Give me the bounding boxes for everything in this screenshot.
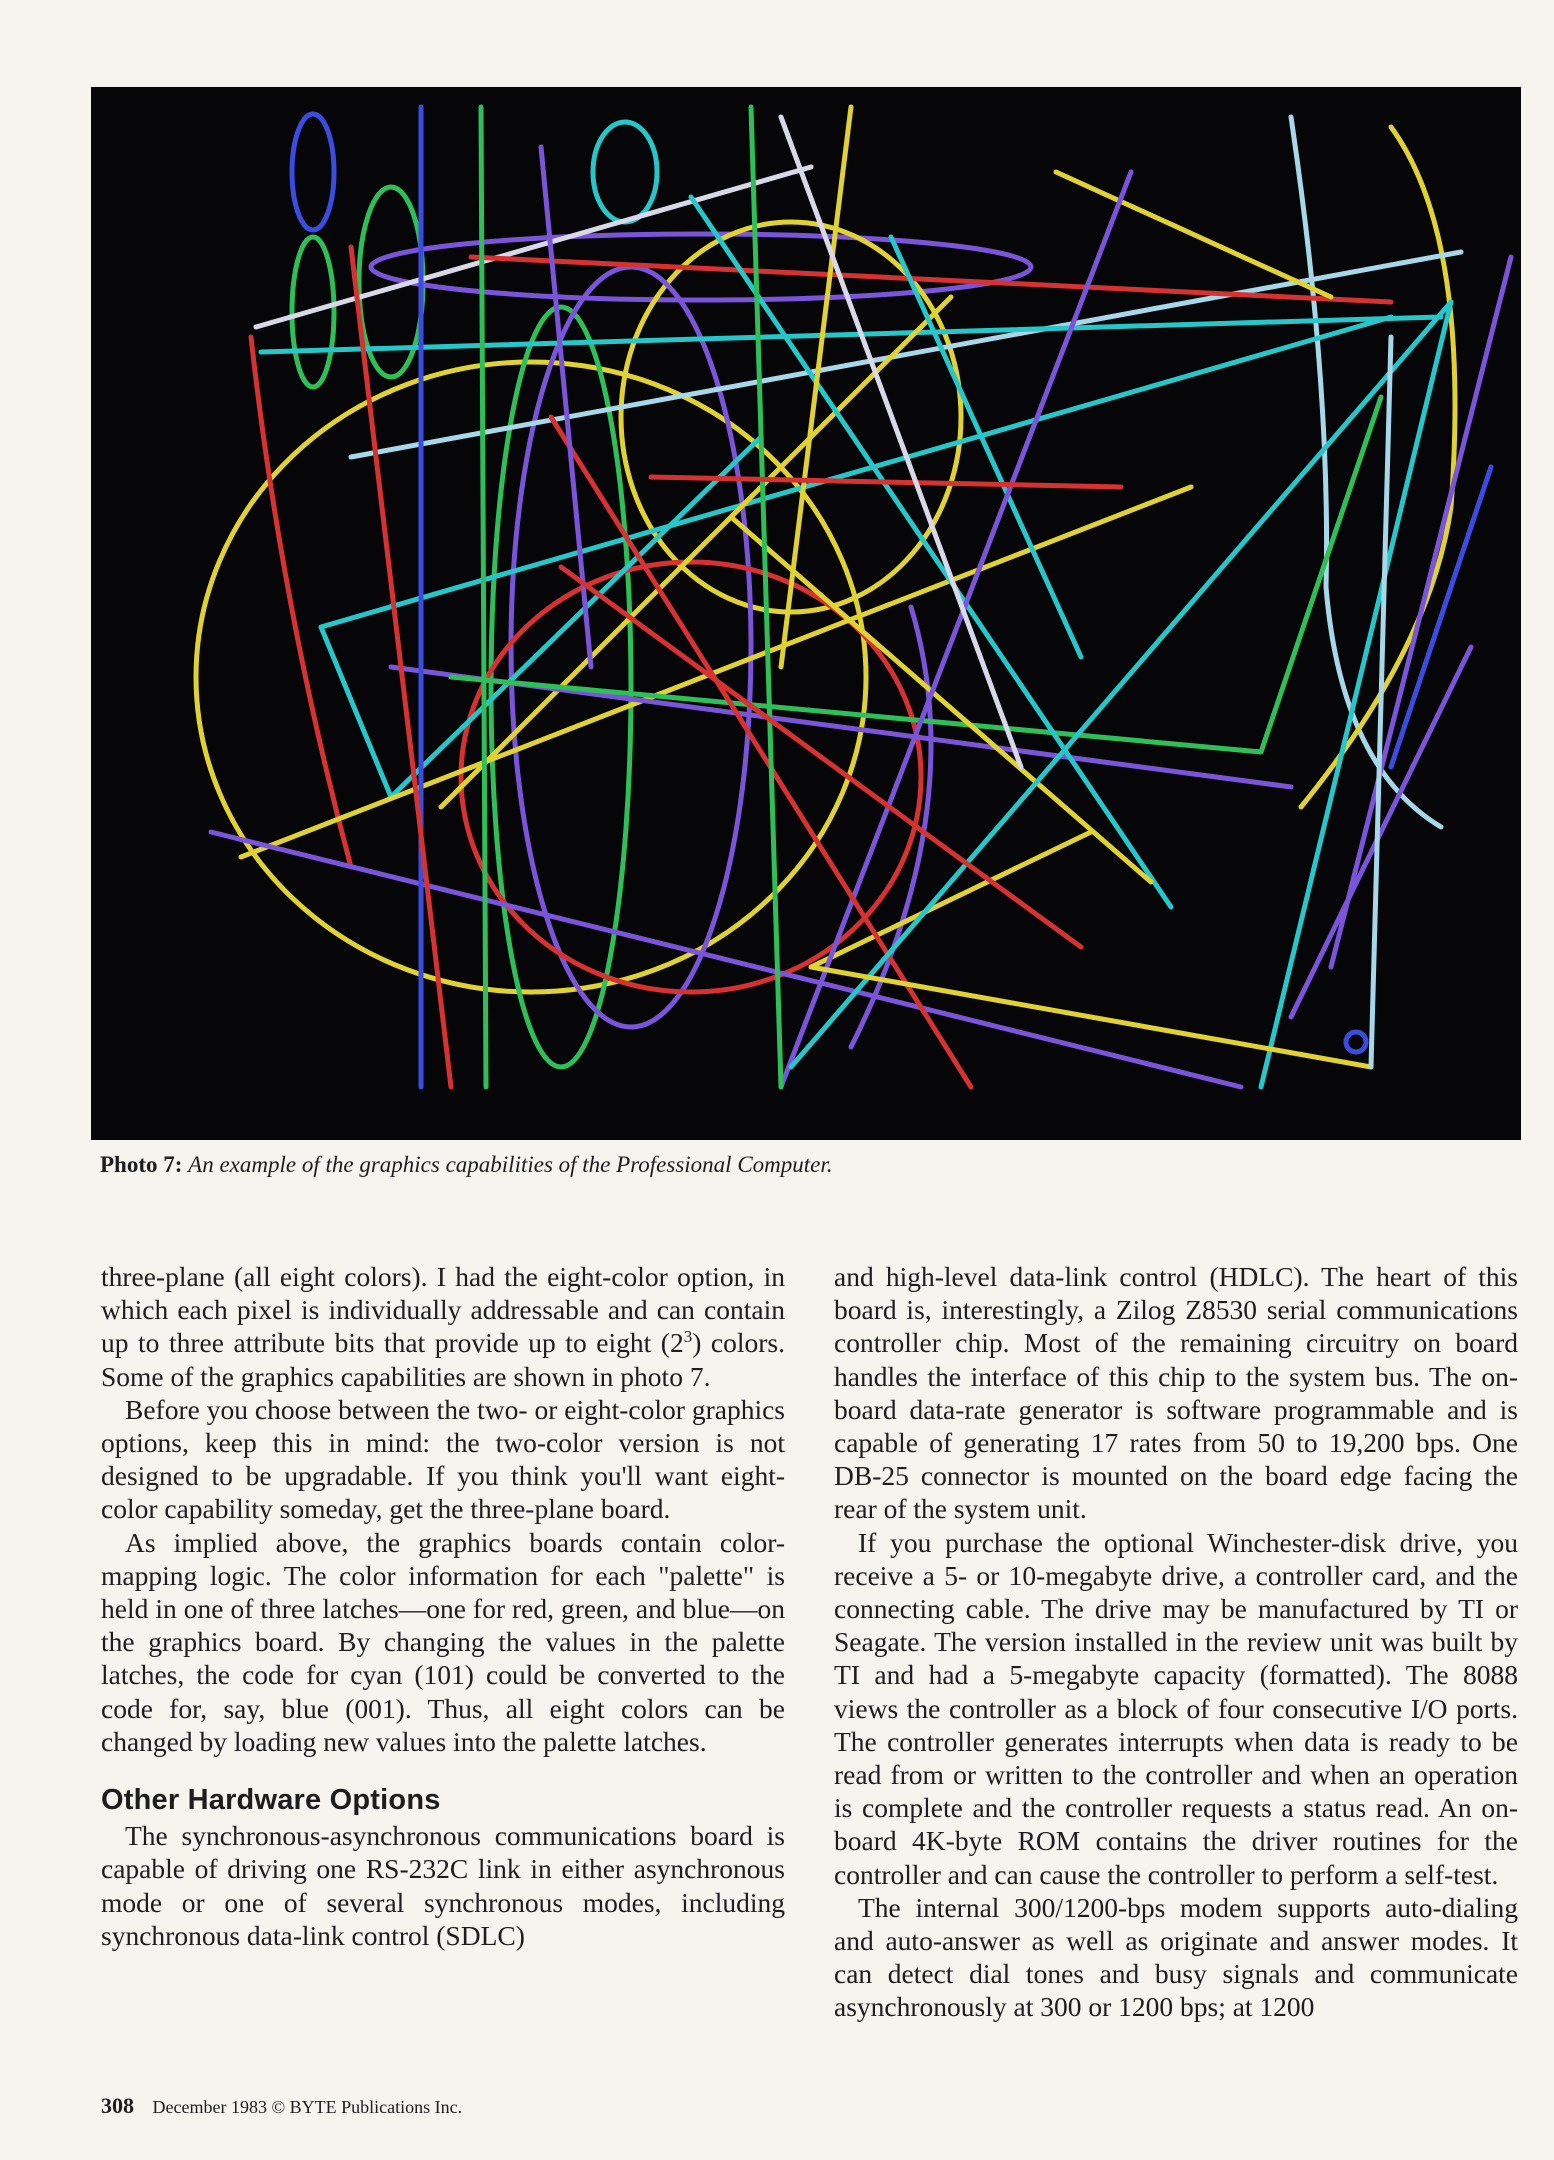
footer-text: December 1983 © BYTE Publications Inc. [152,2097,463,2117]
right-column [834,1260,1518,2024]
green-vertical-line-2 [751,107,781,1087]
graphics-photo [91,87,1521,1140]
right-paragraph-1: and high-level data-link control (HDLC). The heart of this board is, interestingly, a Zilog Z8530 serial communications controller chip. Most of the remaining circuitry on board handles the interface of this chip to the system bus. The on-board data-rate generator is software programmable and is capable of generating 17 rates from 50 to 19,200 bps. One DB-25 connector is mounted on the board edge facing the rear of the system unit. [834,1261,1518,1525]
yellow-top-line [1056,172,1331,297]
right-paragraph-3: The internal 300/1200-bps modem supports auto-dialing and auto-answer as well as originate and answer modes. It can detect dial tones and busy signals and communicate asynchronously at 300 or 1200 bps; at 1200 [834,1891,1518,2023]
page-footer [101,2093,462,2119]
cyan-long-line [261,317,1441,352]
red-cross-line [561,567,1081,947]
purple-fan-line [781,172,1131,1087]
cyan-top-ellipse [593,122,657,222]
blue-dot-circle [1346,1032,1366,1052]
green-vertical-line [481,107,486,1087]
yellow-large-circle [196,362,866,992]
exponent: 3 [683,1327,693,1347]
green-mid-line [451,677,1261,752]
page-number: 308 [101,2093,134,2118]
section-heading: Other Hardware Options [101,1784,441,1817]
caption-text: An example of the graphics capabilities of the Professional Computer. [188,1152,833,1177]
blue-right-line [1391,467,1491,767]
photo-caption [100,1152,1500,1178]
red-left-arc [251,337,351,867]
left-paragraph-4: The synchronous-asynchronous communications board is capable of driving one RS-232C link in either asynchronous mode or one of several synchronous modes, including synchronous data-link control (SDLC) [101,1820,785,1951]
left-paragraph-3: As implied above, the graphics boards contain color-mapping logic. The color information for each "palette" is held in one of three latches—one for red, green, and blue—on the graphics board. By changing the values in the palette latches, the code for cyan (101) could be converted to the code for, say, blue (001). Thus, all eight colors can be changed by loading new values into the palette latches. [101,1526,785,1757]
left-paragraph-1: three-plane (all eight colors). I had the eight-color option, in which each pixel is individually addressable and can contain up to three attribute bits that provide up to eight $(2^3)$ colors. Some of the graphics capabilities are shown in photo 7. [101,1261,785,1392]
purple-near-line [1331,257,1511,967]
yellow-vertical-line [781,107,851,667]
right-paragraph-2: If you purchase the optional Winchester-disk drive, you receive a 5- or 10-megabyte drive, a controller card, and the connecting cable. The drive may be manufactured by TI or Seagate. The version installed in the review unit was built by TI and had a 5-megabyte capacity (formatted). The 8088 views the controller as a block of four consecutive I/O ports. The controller generates interrupts when data is ready to be read from or written to the controller and when an operation is complete and the controller requests a status read. An on-board 4K-byte ROM contains the driver routines for the controller and can cause the controller to perform a self-test. [834,1526,1518,1890]
cyan-right-line [1261,302,1451,1087]
left-column [101,1260,785,1952]
purple-vertical-line [541,147,591,667]
caption-label: Photo 7: [100,1152,183,1177]
yellow-cross-line [241,487,1191,857]
blue-small-ellipse [292,114,334,230]
line-art-drawing [91,87,1521,1140]
cyan-zigzag-1 [321,627,391,797]
left-paragraph-2: Before you choose between the two- or eight-color graphics options, keep this in mind: the two-color version is not designed to be upgradable. If you think you'll want eight-color capability someday, get the three-plane board. [101,1393,785,1525]
